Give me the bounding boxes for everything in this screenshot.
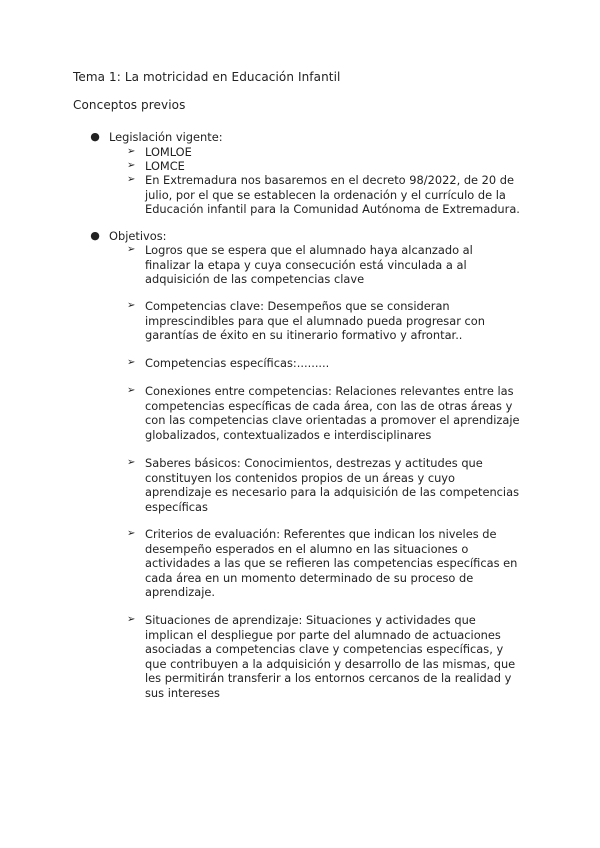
bullet-label: Legislación vigente: — [109, 130, 223, 144]
document-title: Tema 1: La motricidad en Educación Infantil — [73, 70, 341, 84]
arrow-icon: ➢ — [127, 385, 136, 396]
arrow-icon: ➢ — [127, 457, 136, 468]
list-item-text: En Extremadura nos basaremos en el decreto 98/2022, de 20 de julio, por el que se establecen la ordenación y el currículo de la Educación infantil para la Comunidad Autónoma de Extremadura. — [145, 173, 520, 217]
bullet-dot-icon: ● — [90, 229, 100, 242]
list-item-text: Competencias clave: Desempeños que se consideran imprescindibles para que el alumnado pueda progresar con garantías de éxito en su itinerario formativo y afrontar.. — [145, 299, 485, 343]
arrow-icon: ➢ — [127, 146, 136, 157]
list-item-text: LOMLOE — [145, 145, 192, 159]
bullet-dot-icon: ● — [90, 130, 100, 143]
list-item-text: Saberes básicos: Conocimientos, destrezas y actitudes que constituyen los contenidos propios de un áreas y cuyo aprendizaje es necesario para la adquisición de las competencias específicas — [145, 456, 520, 514]
section-heading: Conceptos previos — [73, 98, 186, 112]
list-item-text: Criterios de evaluación: Referentes que indican los niveles de desempeño esperados en el alumno en las situaciones o actividades a las que se refieren las competencias específicas en cada área en un momento determinado de su proceso de aprendizaje. — [145, 527, 518, 600]
bullet-label: Objetivos: — [109, 229, 167, 243]
list-item-text: LOMCE — [145, 159, 185, 173]
arrow-icon: ➢ — [127, 357, 136, 368]
arrow-icon: ➢ — [127, 160, 136, 171]
list-item-text: Conexiones entre competencias: Relaciones relevantes entre las competencias específicas de cada área, con las de otras áreas y con las competencias clave orientadas a promover el aprendizaje globalizados, contextualizados e interdisciplinares — [145, 384, 520, 442]
arrow-icon: ➢ — [127, 614, 136, 625]
arrow-icon: ➢ — [127, 300, 136, 311]
arrow-icon: ➢ — [127, 174, 136, 185]
arrow-icon: ➢ — [127, 244, 136, 255]
list-item-text: Situaciones de aprendizaje: Situaciones y actividades que implican el despliegue por parte del alumnado de actuaciones asociadas a competencias clave y competencias específicas, y que contribuyen a la adquisición y desarrollo de las mismas, que les permitirán transferir a los entornos cercanos de la realidad y sus intereses — [145, 613, 516, 700]
list-item-text: Logros que se espera que el alumnado haya alcanzado al finalizar la etapa y cuya consecución está vinculada a al adquisición de las competencias clave — [145, 243, 473, 287]
arrow-icon: ➢ — [127, 528, 136, 539]
list-item-text: Competencias específicas:......... — [145, 356, 330, 370]
